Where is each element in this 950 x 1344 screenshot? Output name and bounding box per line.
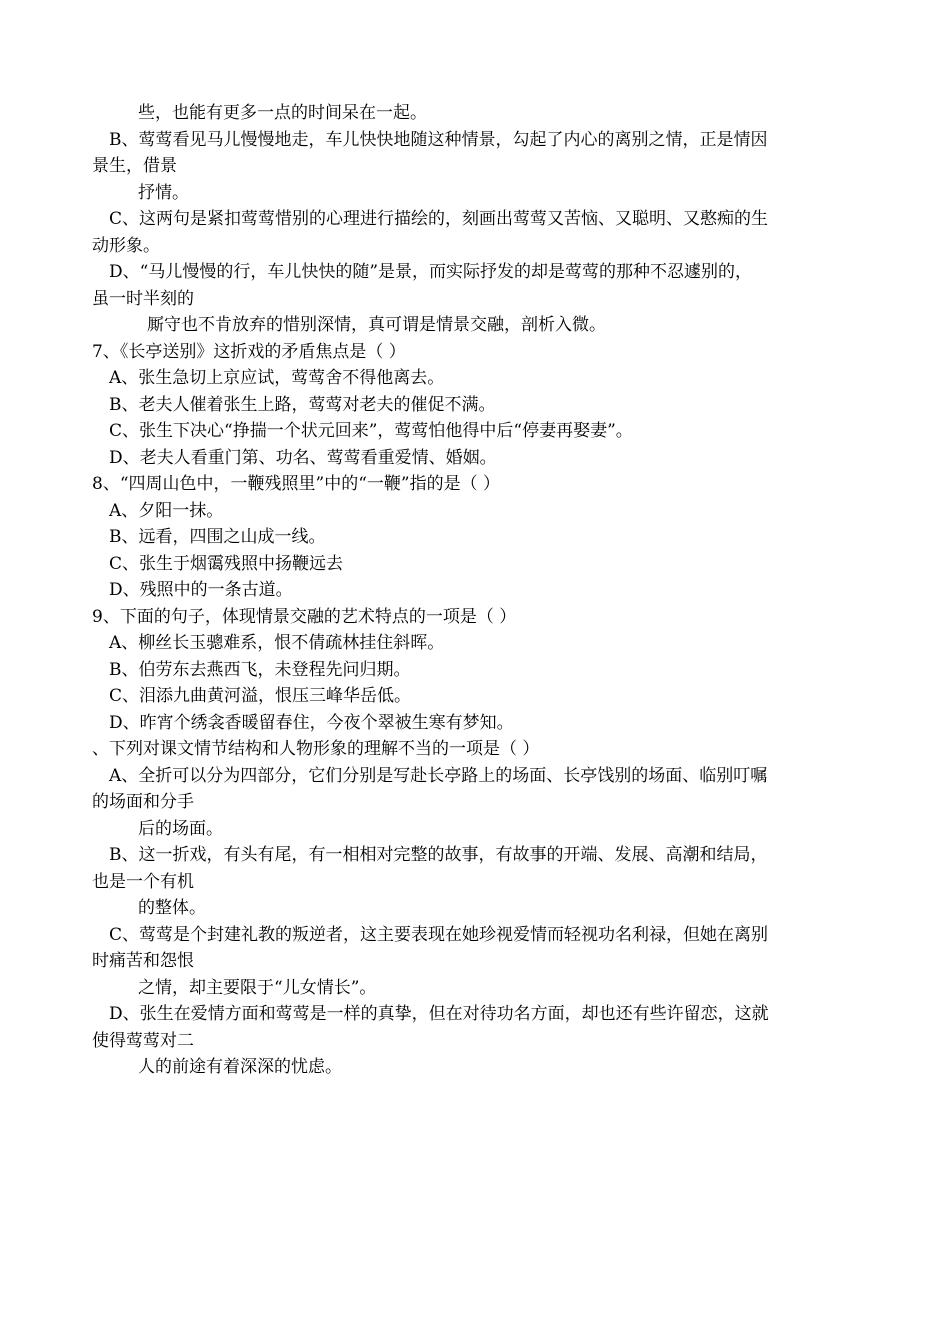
option-b-line: B、伯劳东去燕西飞，未登程先问归期。 [109,659,411,680]
question-9: 9、下面的句子，体现情景交融的艺术特点的一项是（ ） [92,606,517,627]
option-b-line: B、老夫人催着张生上路，莺莺对老夫的催促不满。 [109,394,496,415]
text-line: 使得莺莺对二 [92,1030,194,1051]
text-line: 厮守也不肯放弃的惜别深情，真可谓是情景交融，剖析入微。 [147,315,606,335]
option-b-line: B、莺莺看见马儿慢慢地走，车儿快快地随这种情景，勾起了内心的离别之情，正是情因 [109,129,768,150]
option-a-line: A、柳丝长玉骢难系，恨不倩疏林挂住斜晖。 [109,633,445,653]
text-line: 时痛苦和怨恨 [92,951,194,971]
option-c-line: C、泪添九曲黄河溢，恨压三峰华岳低。 [109,686,412,706]
text-line: 后的场面。 [138,818,223,839]
option-d-line: D、残照中的一条古道。 [109,580,293,600]
option-d-line: D、“马儿慢慢的行，车儿快快的随”是景，而实际抒发的却是莺莺的那种不忍遽别的， [109,262,753,282]
text-line: 之情，却主要限于“儿女情长”。 [138,977,377,998]
text-line: 动形象。 [92,235,160,256]
option-a-line: A、夕阳一抹。 [109,500,224,521]
text-line: 的整体。 [138,898,206,918]
option-a-line: A、张生急切上京应试，莺莺舍不得他离去。 [109,368,445,388]
option-c-line: C、这两句是紧扣莺莺惜别的心理进行描绘的，刻画出莺莺又苦恼、又聪明、又憨痴的生 [109,209,769,229]
option-b-line: B、远看，四围之山成一线。 [109,527,326,547]
option-d-line: D、老夫人看重门第、功名、莺莺看重爱情、婚姻。 [109,447,497,468]
question-10: 、下列对课文情节结构和人物形象的理解不当的一项是（ ） [92,739,540,759]
option-d-line: D、张生在爱情方面和莺莺是一样的真挚，但在对待功名方面，却也还有些许留恋，这就 [109,1004,769,1024]
text-line: 些，也能有更多一点的时间呆在一起。 [138,103,427,123]
option-c-line: C、张生下决心“挣揣一个状元回来”，莺莺怕他得中后“停妻再娶妻”。 [109,421,633,441]
option-c-line: C、张生于烟霭残照中扬鞭远去 [109,553,344,574]
text-line: 虽一时半刻的 [92,288,194,309]
document-page [92,100,862,1081]
option-c-line: C、莺莺是个封建礼教的叛逆者，这主要表现在她珍视爱情而轻视功名利禄，但她在离别 [109,924,769,945]
text-line: 景生，借景 [92,156,177,176]
text-line: 的场面和分手 [92,792,194,812]
option-d-line: D、昨宵个绣衾香暖留春住，今夜个翠被生寒有梦知。 [109,712,514,733]
text-line: 也是一个有机 [92,871,194,892]
option-a-line: A、全折可以分为四部分，它们分别是写赴长亭路上的场面、长亭饯别的场面、临别叮嘱 [109,765,768,786]
text-line: 人的前途有着深深的忧虑。 [138,1057,342,1077]
question-8: 8、“四周山色中，一鞭残照里”中的“一鞭”指的是（ ） [92,474,500,494]
text-line: 抒情。 [138,182,189,203]
question-7: 7、《长亭送别》这折戏的矛盾焦点是（ ） [92,341,406,362]
option-b-line: B、这一折戏，有头有尾，有一相相对完整的故事，有故事的开端、发展、高潮和结局， [109,845,768,865]
